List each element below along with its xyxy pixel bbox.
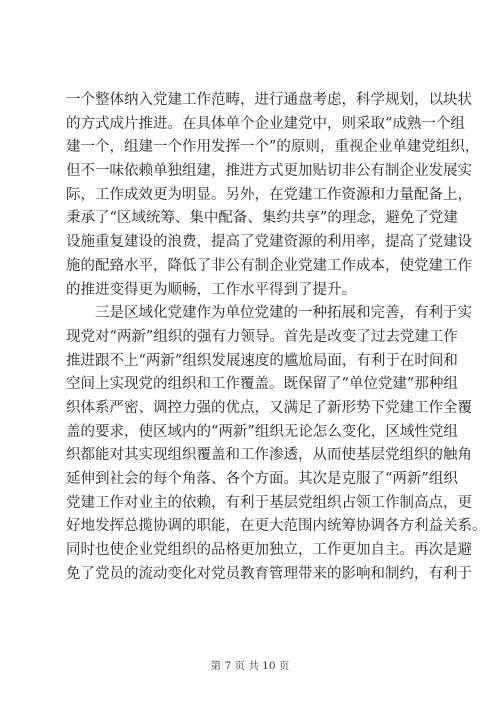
document-body [66, 89, 487, 586]
text-line: 好地发挥总揽协调的职能，在更大范围内统筹协调各方利益关系。 [66, 518, 487, 535]
text-line: 设施重复建设的浪费，提高了党建资源的利用率，提高了党建设 [66, 234, 472, 251]
text-line: 空间上实现党的组织和工作覆盖。既保留了“单位党建”那种组 [66, 376, 458, 393]
text-line: 秉承了“区域统筹、集中配备、集约共享”的理念，避免了党建 [66, 210, 458, 227]
text-line: 三是区域化党建作为单位党建的一种拓展和完善，有利于实 [95, 305, 472, 322]
text-line: 一个整体纳入党建工作范畴，进行通盘考虑，科学规划，以块状 [66, 92, 472, 108]
text-line: 延伸到社会的每个角落、各个方面。其次是克服了“两新”组织 [66, 471, 458, 487]
text-line: 现党对“两新”组织的强有力领导。首先是改变了过去党建工作 [66, 328, 458, 345]
text-line: 施的配臵水平，降低了非公有制企业党建工作成本，使党建工作 [66, 257, 472, 274]
text-line: 建一个，组建一个作用发挥一个”的原则，重视企业单建党组织， [66, 139, 480, 156]
paragraph-2 [66, 302, 487, 586]
text-line: 免了党员的流动变化对党员教育管理带来的影响和制约，有利于 [66, 565, 472, 582]
text-line: 但不一味依赖单独组建，推进方式更加贴切非公有制企业发展实 [66, 163, 472, 180]
page-number: 第 7 页 共 10 页 [210, 660, 290, 672]
text-line: 党建工作对业主的依赖，有利于基层党组织占领工作制高点，更 [66, 494, 472, 511]
page-footer [0, 659, 500, 673]
text-line: 织体系严密、调控力强的优点，又满足了新形势下党建工作全覆 [66, 399, 472, 416]
text-line: 际，工作成效更为明显。另外，在党建工作资源和力量配备上， [66, 186, 472, 203]
text-line: 推进跟不上“两新”组织发展速度的尴尬局面，有利于在时间和 [66, 352, 458, 369]
paragraph-1 [66, 89, 480, 302]
text-line: 同时也使企业党组织的品格更加独立，工作更加自主。再次是避 [66, 542, 472, 559]
text-line: 的方式成片推进。在具体单个企业建党中，则采取“成熟一个组 [66, 115, 465, 132]
text-line: 盖的要求，使区域内的“两新”组织无论怎么变化，区域性党组 [66, 423, 458, 440]
text-line: 织都能对其实现组织覆盖和工作渗透，从而使基层党组织的触角 [66, 447, 472, 464]
text-line: 的推进变得更为顺畅，工作水平得到了提升。 [66, 281, 356, 298]
